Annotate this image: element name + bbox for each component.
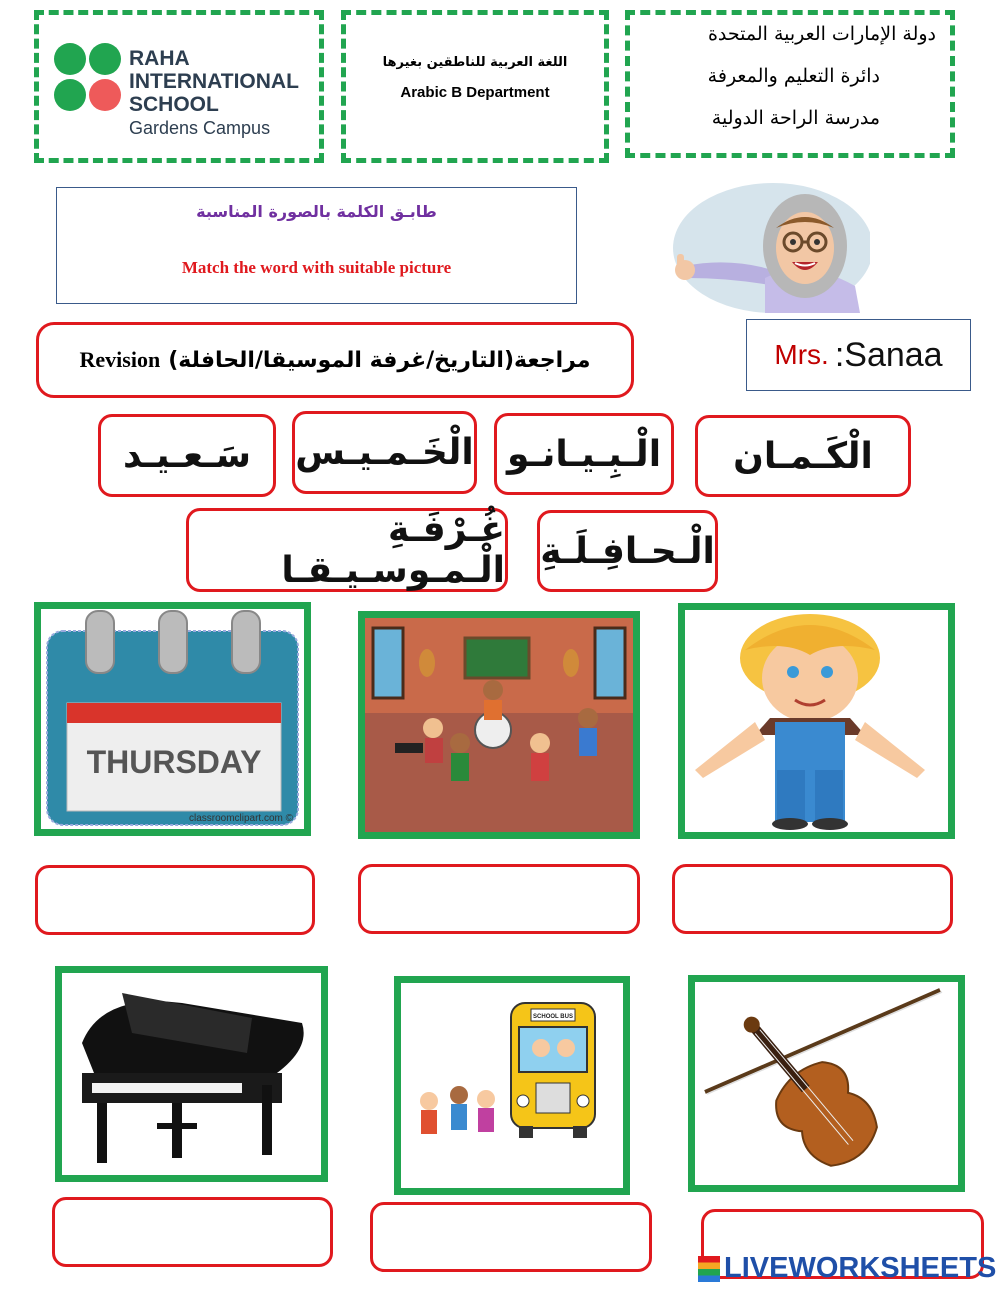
answer-box-boy[interactable] — [672, 864, 953, 934]
liveworksheets-logo-icon — [698, 1256, 720, 1282]
teacher-prefix: Mrs. — [774, 339, 829, 370]
picture-violin — [688, 975, 965, 1192]
teacher-avatar — [655, 178, 870, 313]
word-violin[interactable]: الْكَـمـان — [695, 415, 911, 497]
revision-title-arabic: مراجعة(التاريخ/غرفة الموسيقا/الحافلة) — [168, 347, 591, 373]
school-logo-box — [34, 10, 324, 163]
authority-line: دائرة التعليم والمعرفة — [707, 65, 880, 87]
picture-music-room — [358, 611, 640, 839]
answer-box-music-room[interactable] — [358, 864, 640, 934]
teacher-name: :Sanaa — [834, 335, 943, 374]
ministry-box — [625, 10, 955, 158]
department-arabic: اللغة العربية للناطقين بغيرها — [382, 55, 568, 70]
word-music-room[interactable]: غُـرْفَـةِ الْـمـوسـيـقـا — [186, 508, 508, 592]
school-logo-icon — [53, 41, 123, 116]
instructions-english: Match the word with suitable picture — [181, 258, 452, 277]
department-english: Arabic B Department — [400, 84, 550, 101]
revision-title-english: Revision — [79, 347, 161, 372]
bus-sign-text: SCHOOL BUS — [533, 1014, 573, 1020]
school-name-line2: INTERNATIONAL — [129, 70, 299, 93]
liveworksheets-text: LIVEWORKSHEETS — [724, 1252, 997, 1284]
instructions-box — [56, 187, 577, 304]
liveworksheets-watermark — [698, 1252, 996, 1285]
answer-input-piano[interactable] — [55, 1200, 334, 1266]
word-piano[interactable]: الْـبِـيـانـو — [494, 413, 674, 495]
word-thursday[interactable]: الْخَـمـيـس — [292, 411, 477, 494]
word-saeed[interactable]: سَـعـيـد — [98, 414, 276, 497]
word-bus[interactable]: الْـحـافِـلَـةِ — [537, 510, 718, 592]
answer-input-calendar[interactable] — [38, 868, 316, 934]
country-line: دولة الإمارات العربية المتحدة — [707, 23, 936, 45]
school-name-line3: SCHOOL — [129, 93, 219, 116]
instructions-arabic: طابـق الكلمة بالصورة المناسبة — [196, 202, 437, 221]
picture-boy — [678, 603, 955, 839]
answer-box-piano[interactable] — [52, 1197, 333, 1267]
answer-box-school-bus[interactable] — [370, 1202, 652, 1272]
answer-box-calendar[interactable] — [35, 865, 315, 935]
department-box — [341, 10, 609, 163]
answer-input-boy[interactable] — [675, 867, 954, 933]
school-arabic-line: مدرسة الراحة الدولية — [711, 107, 880, 129]
picture-school-bus — [394, 976, 630, 1195]
teacher-name-box — [746, 319, 971, 391]
picture-calendar — [34, 602, 311, 836]
answer-input-school-bus[interactable] — [373, 1205, 653, 1271]
school-name-line1: RAHA — [129, 47, 190, 70]
revision-title-box — [36, 322, 634, 398]
campus-name: Gardens Campus — [129, 118, 271, 138]
calendar-day-text: THURSDAY — [86, 744, 262, 780]
answer-input-music-room[interactable] — [361, 867, 641, 933]
calendar-credit: classroomclipart.com © — [188, 813, 294, 824]
picture-piano — [55, 966, 328, 1182]
